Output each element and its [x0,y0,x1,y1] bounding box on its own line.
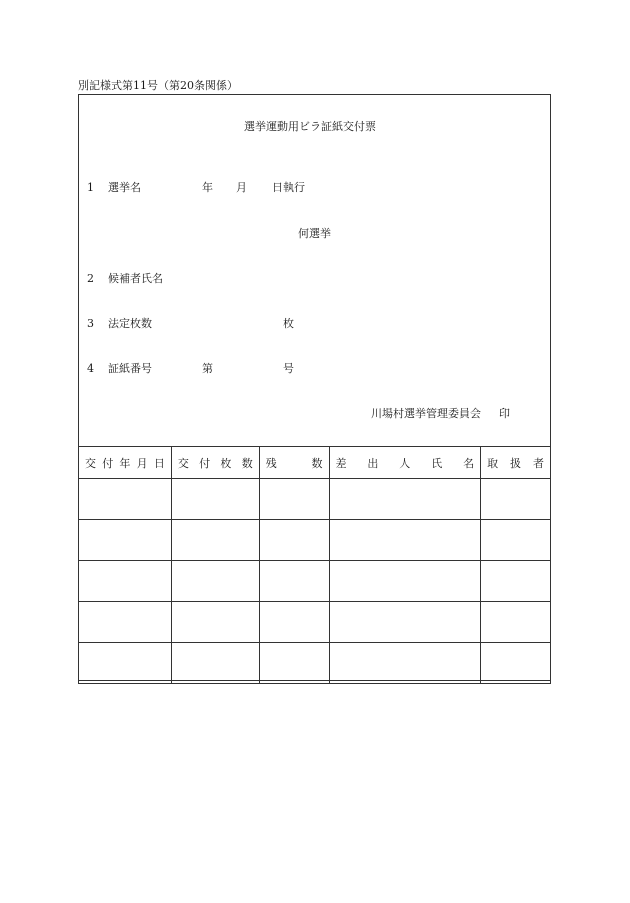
header-remaining: 残 数 [259,447,329,479]
item4-suffix: 号 [283,362,294,375]
item2-number: 2 [87,272,94,285]
table-cell[interactable] [329,561,481,602]
form-number-note: 別記様式第11号（第20条関係） [78,79,238,92]
header-issue-date: 交 付 年 月 日 [79,447,172,479]
table-cell[interactable] [481,479,551,520]
seal-mark: 印 [499,407,510,420]
table-cell[interactable] [329,643,481,684]
table-row [79,561,551,602]
table-row [79,643,551,684]
item1-label: 選挙名 [108,181,141,194]
item3-unit: 枚 [283,317,294,330]
header-issue-count: 交 付 枚 数 [171,447,259,479]
issuance-log-table [78,446,551,684]
header-handler: 取 扱 者 [481,447,551,479]
table-cell[interactable] [79,520,172,561]
table-cell[interactable] [171,479,259,520]
table-cell[interactable] [329,479,481,520]
table-cell[interactable] [259,479,329,520]
item2-label: 候補者氏名 [108,272,163,285]
table-cell[interactable] [171,520,259,561]
item1-year: 年 [202,181,213,194]
table-cell[interactable] [259,561,329,602]
item3-number: 3 [87,317,94,330]
item3-label: 法定枚数 [108,317,152,330]
table-header-row [79,447,551,479]
header-submitter-name: 差 出 人 氏 名 [329,447,481,479]
table-row [79,479,551,520]
item4-number: 4 [87,362,94,375]
item1-number: 1 [87,181,94,194]
table-body [79,479,551,684]
item4-prefix: 第 [202,362,213,375]
table-cell[interactable] [329,602,481,643]
form-title: 選挙運動用ビラ証紙交付票 [244,120,376,133]
table-row [79,602,551,643]
table-cell[interactable] [171,643,259,684]
table-cell[interactable] [79,479,172,520]
item4-label: 証紙番号 [108,362,152,375]
table-cell[interactable] [79,643,172,684]
table-cell[interactable] [259,643,329,684]
table-row [79,520,551,561]
table-cell[interactable] [259,602,329,643]
table-cell[interactable] [481,561,551,602]
election-name: 何選挙 [298,227,331,240]
table-cell[interactable] [259,520,329,561]
item1-day: 日執行 [272,181,305,194]
table-cell[interactable] [171,602,259,643]
table-cell[interactable] [79,561,172,602]
table-cell[interactable] [481,643,551,684]
item1-month: 月 [236,181,247,194]
table-cell[interactable] [171,561,259,602]
table-cell[interactable] [481,520,551,561]
table-cell[interactable] [79,602,172,643]
table-cell[interactable] [481,602,551,643]
table-cell[interactable] [329,520,481,561]
issuer-name: 川場村選挙管理委員会 [371,407,481,420]
